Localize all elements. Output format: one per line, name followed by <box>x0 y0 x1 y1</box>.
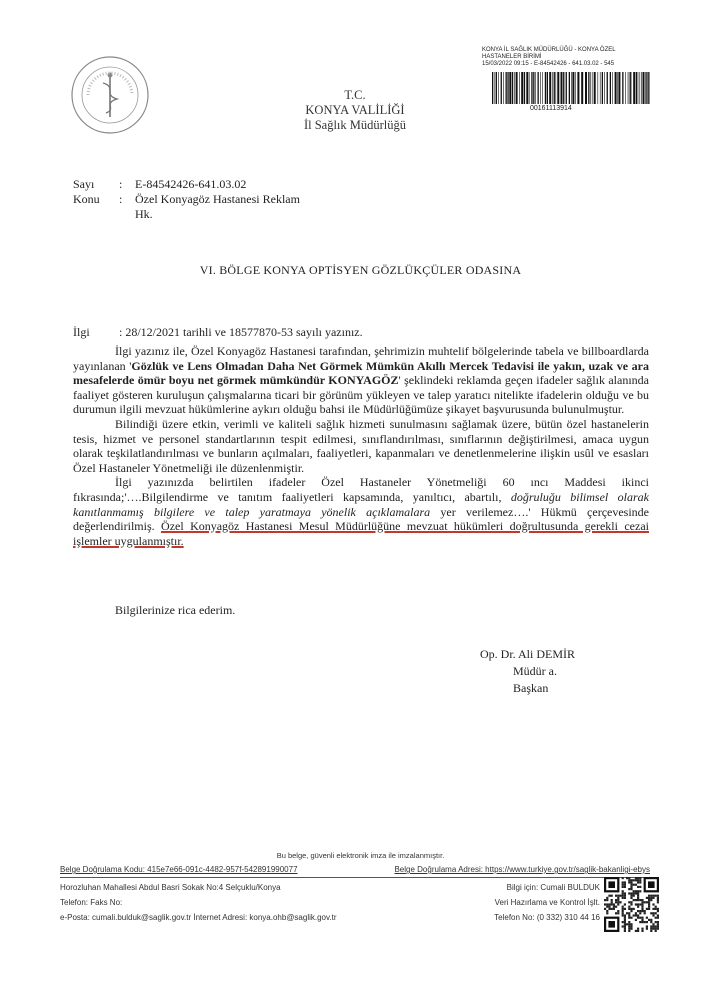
footer-info: Bilgi için: Cumali BULDUK <box>506 883 600 892</box>
footer <box>60 862 660 925</box>
stamp-line-3: 15/03/2022 09:15 - E-84542426 - 641.03.02 - 545 <box>482 61 615 67</box>
header-governorship: KONYA VALİLİĞİ <box>305 103 405 117</box>
sayi-label: Sayı <box>73 177 95 191</box>
p1-quote: Gözlük ve Lens Olmadan Daha Net Görmek Mümkün Akıllı Mercek Tedavisi ile yakın, uzak ve ara mesafelerde ömür boyu net görmek mümkündür KONYAGÖZ <box>73 358 650 388</box>
verify-code: Belge Doğrulama Kodu: 415e7e66-091c-4482-957f-542891990077 <box>60 865 298 874</box>
letter-body <box>73 344 649 548</box>
footer-phone: Telefon No: (0 332) 310 44 16 <box>494 913 600 922</box>
esignature-note: Bu belge, güvenli elektronik imza ile imzalanmıştır. <box>276 851 445 860</box>
colon: : <box>119 192 123 206</box>
stamp-line-1: KONYA İL SAĞLIK MÜDÜRLÜĞÜ - KONYA ÖZEL <box>482 47 616 53</box>
p3-italic: doğruluğu bilimsel olarak kanıtlanmamış bilgilere ve talep yaratmaya yönelik açıklamalara <box>73 489 649 519</box>
reference-line <box>73 325 363 340</box>
konu-value-cont: Hk. <box>135 207 153 221</box>
p3-text-mid: yer verilemez….' Hükmü çerçevesinde değerlendirilmiş. <box>73 504 650 534</box>
p1-text: İlgi yazınız ile, Özel Konyagöz Hastanesi tarafından, şehrimizin muhtelif bölgelerinde tabela ve billboardlarda yayınlanan ' <box>73 344 649 373</box>
ilgi-label: İlgi <box>73 325 90 339</box>
barcode <box>492 72 652 104</box>
p3-text: İlgi yazınızda belirtilen ifadeler Özel Hastaneler Yönetmeliği 60 ıncı Maddesi ikinci fıkrasında;'….Bilgilendirme ve tanıtım faaliyetleri kapsamında, yanıltıcı, abartılı, <box>73 475 649 504</box>
ilgi-text: : 28/12/2021 tarihli ve 18577870-53 sayılı yazınız. <box>119 325 363 339</box>
document-meta <box>73 177 365 222</box>
registration-stamp <box>482 47 662 68</box>
stamp-line-2: HASTANELER BİRİMİ <box>482 54 542 60</box>
header-tc: T.C. <box>344 88 366 102</box>
footer-address: Horozluhan Mahallesi Abdul Basri Sokak No:4 Selçuklu/Konya <box>60 883 281 892</box>
p1-text-end: ' şeklindeki reklamda geçen ifadeler sağlık alanında faaliyet gösteren kuruluşun çalışmalarına ticari bir görünüm yükleyen ve talep yaratıcı nitelikte ifadelerin olduğu ve bu durumun ilgili mevzuat hükümlerine aykırı olduğu bahsi ile Müdürlüğümüze şikayet başvurusunda bulunulmuştur. <box>73 373 649 417</box>
paragraph-3 <box>73 475 649 548</box>
paragraph-2: Bilindiği üzere etkin, verimli ve kaliteli sağlık hizmeti sunulmasını sağlamak üzere, bütün özel hastanelerin tesis, hizmet ve personel standartlarının tespit edilmesi, sınıflandırılması, sınıflarının değiştirilmesi, amaca uygun olarak teşkilatlandırılması ve bunların açılmaları, faaliyetleri, kapanmaları ve denetlenmelerine ilişkin usûl ve esasları Özel Hastaneler Yönetmeliği ile düzenlenmiştir. <box>73 416 649 475</box>
footer-phone-fax: Telefon: Faks No: <box>60 898 123 907</box>
letterhead <box>275 88 435 133</box>
barcode-number: 00161113914 <box>530 105 572 112</box>
addressee: VI. BÖLGE KONYA OPTİSYEN GÖZLÜKÇÜLER ODASINA <box>199 263 522 277</box>
verify-address: Belge Doğrulama Adresi: https://www.turkiye.gov.tr/saglik-bakanligi-ebys <box>394 865 650 874</box>
signer-title-2: Başkan <box>513 681 549 695</box>
konu-label: Konu <box>73 192 100 206</box>
header-directorate: İl Sağlık Müdürlüğü <box>303 118 407 132</box>
ministry-seal-logo <box>70 55 150 135</box>
colon: : <box>119 177 123 191</box>
sayi-value: E-84542426-641.03.02 <box>135 177 247 191</box>
signature-block <box>480 646 600 697</box>
p3-underlined: Özel Konyagöz Hastanesi Mesul Müdürlüğüne mevzuat hükümleri doğrultusunda gerekli cezai işlemler uygulanmıştır. <box>73 519 649 548</box>
signer-name: Op. Dr. Ali DEMİR <box>480 647 576 661</box>
footer-role: Veri Hazırlama ve Kontrol İşlt. <box>494 898 600 907</box>
closing-line: Bilgilerinize rica ederim. <box>115 603 236 617</box>
konu-value: Özel Konyagöz Hastanesi Reklam <box>135 192 300 206</box>
qr-code <box>604 877 659 932</box>
footer-divider <box>60 877 650 878</box>
footer-email: e-Posta: cumali.bulduk@saglik.gov.tr İnternet Adresi: konya.ohb@saglik.gov.tr <box>60 913 337 922</box>
paragraph-1 <box>73 344 649 417</box>
signer-title-1: Müdür a. <box>513 664 557 678</box>
